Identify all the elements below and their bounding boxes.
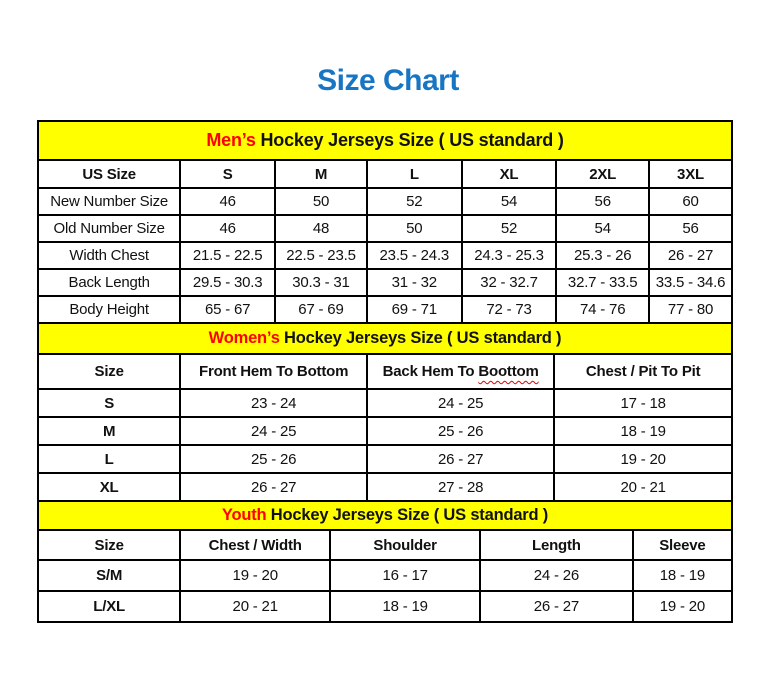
value-cell: 52 bbox=[367, 188, 462, 215]
value-cell: 32.7 - 33.5 bbox=[556, 269, 649, 296]
column-header-cell: XL bbox=[462, 160, 557, 188]
column-header-cell: 3XL bbox=[649, 160, 732, 188]
section-youth bbox=[37, 500, 733, 623]
row-label-cell: L/XL bbox=[38, 591, 180, 622]
row-label-cell: L bbox=[38, 445, 180, 473]
row-label-cell: Body Height bbox=[38, 296, 180, 323]
column-header-cell: L bbox=[367, 160, 462, 188]
value-cell: 26 - 27 bbox=[480, 591, 633, 622]
section-womens bbox=[37, 322, 733, 502]
value-cell: 67 - 69 bbox=[275, 296, 367, 323]
misspelled-word: Boottom bbox=[478, 363, 539, 380]
value-cell: 25 - 26 bbox=[180, 445, 367, 473]
value-cell: 22.5 - 23.5 bbox=[275, 242, 367, 269]
value-cell: 24.3 - 25.3 bbox=[462, 242, 557, 269]
value-cell: 50 bbox=[275, 188, 367, 215]
table-row bbox=[38, 389, 732, 417]
value-cell: 23.5 - 24.3 bbox=[367, 242, 462, 269]
column-header-cell: Chest / Pit To Pit bbox=[554, 354, 732, 389]
value-cell: 72 - 73 bbox=[462, 296, 557, 323]
youth-size-table bbox=[37, 529, 733, 623]
value-cell: 24 - 26 bbox=[480, 560, 633, 591]
table-row bbox=[38, 417, 732, 445]
value-cell: 69 - 71 bbox=[367, 296, 462, 323]
value-cell: 17 - 18 bbox=[554, 389, 732, 417]
value-cell: 54 bbox=[556, 215, 649, 242]
value-cell: 26 - 27 bbox=[649, 242, 732, 269]
mens-size-table bbox=[37, 159, 733, 324]
value-cell: 19 - 20 bbox=[554, 445, 732, 473]
value-cell: 31 - 32 bbox=[367, 269, 462, 296]
mens-band-highlight: Men’s bbox=[206, 130, 256, 150]
row-label-cell: Back Length bbox=[38, 269, 180, 296]
size-chart bbox=[37, 120, 733, 623]
youth-band-text: Hockey Jerseys Size ( US standard ) bbox=[266, 506, 549, 524]
womens-band-text: Hockey Jerseys Size ( US standard ) bbox=[279, 329, 562, 347]
value-cell: 56 bbox=[556, 188, 649, 215]
column-header-cell: S bbox=[180, 160, 275, 188]
value-cell: 20 - 21 bbox=[554, 473, 732, 501]
column-header-cell: Chest / Width bbox=[180, 530, 330, 560]
row-label-cell: Width Chest bbox=[38, 242, 180, 269]
column-header-cell: Size bbox=[38, 354, 180, 389]
value-cell: 25.3 - 26 bbox=[556, 242, 649, 269]
womens-section-band bbox=[37, 322, 733, 355]
table-row bbox=[38, 296, 732, 323]
column-header-cell: US Size bbox=[38, 160, 180, 188]
value-cell: 26 - 27 bbox=[180, 473, 367, 501]
table-row bbox=[38, 269, 732, 296]
value-cell: 24 - 25 bbox=[180, 417, 367, 445]
value-cell: 48 bbox=[275, 215, 367, 242]
value-cell: 52 bbox=[462, 215, 557, 242]
column-header-cell: Front Hem To Bottom bbox=[180, 354, 367, 389]
table-row bbox=[38, 591, 732, 622]
row-label-cell: M bbox=[38, 417, 180, 445]
value-cell: 60 bbox=[649, 188, 732, 215]
value-cell: 25 - 26 bbox=[367, 417, 554, 445]
value-cell: 18 - 19 bbox=[633, 560, 732, 591]
value-cell: 20 - 21 bbox=[180, 591, 330, 622]
value-cell: 29.5 - 30.3 bbox=[180, 269, 275, 296]
mens-section-band bbox=[37, 120, 733, 161]
column-header-row bbox=[38, 354, 732, 389]
value-cell: 24 - 25 bbox=[367, 389, 554, 417]
column-header-cell: Shoulder bbox=[330, 530, 480, 560]
table-row bbox=[38, 560, 732, 591]
womens-size-table bbox=[37, 353, 733, 502]
value-cell: 77 - 80 bbox=[649, 296, 732, 323]
table-row bbox=[38, 242, 732, 269]
value-cell: 30.3 - 31 bbox=[275, 269, 367, 296]
table-row bbox=[38, 445, 732, 473]
value-cell: 18 - 19 bbox=[554, 417, 732, 445]
value-cell: 46 bbox=[180, 188, 275, 215]
row-label-cell: Old Number Size bbox=[38, 215, 180, 242]
page-title: Size Chart bbox=[317, 64, 459, 97]
value-cell: 23 - 24 bbox=[180, 389, 367, 417]
value-cell: 74 - 76 bbox=[556, 296, 649, 323]
table-row bbox=[38, 473, 732, 501]
value-cell: 46 bbox=[180, 215, 275, 242]
value-cell: 50 bbox=[367, 215, 462, 242]
youth-band-highlight: Youth bbox=[221, 506, 267, 524]
row-label-cell: S/M bbox=[38, 560, 180, 591]
value-cell: 16 - 17 bbox=[330, 560, 480, 591]
value-cell: 33.5 - 34.6 bbox=[649, 269, 732, 296]
row-label-cell: XL bbox=[38, 473, 180, 501]
value-cell: 65 - 67 bbox=[180, 296, 275, 323]
value-cell: 19 - 20 bbox=[633, 591, 732, 622]
value-cell: 27 - 28 bbox=[367, 473, 554, 501]
column-header-cell: M bbox=[275, 160, 367, 188]
value-cell: 26 - 27 bbox=[367, 445, 554, 473]
table-row bbox=[38, 188, 732, 215]
column-header-row bbox=[38, 530, 732, 560]
youth-section-band bbox=[37, 500, 733, 531]
table-row bbox=[38, 215, 732, 242]
section-mens bbox=[37, 120, 733, 324]
column-header-cell: Length bbox=[480, 530, 633, 560]
value-cell: 32 - 32.7 bbox=[462, 269, 557, 296]
column-header-cell: 2XL bbox=[556, 160, 649, 188]
row-label-cell: S bbox=[38, 389, 180, 417]
value-cell: 56 bbox=[649, 215, 732, 242]
column-header-cell: Sleeve bbox=[633, 530, 732, 560]
column-header-cell: Back Hem To Boottom bbox=[367, 354, 554, 389]
value-cell: 18 - 19 bbox=[330, 591, 480, 622]
mens-band-text: Hockey Jerseys Size ( US standard ) bbox=[255, 130, 564, 150]
column-header-row bbox=[38, 160, 732, 188]
row-label-cell: New Number Size bbox=[38, 188, 180, 215]
column-header-cell: Size bbox=[38, 530, 180, 560]
value-cell: 19 - 20 bbox=[180, 560, 330, 591]
value-cell: 21.5 - 22.5 bbox=[180, 242, 275, 269]
womens-band-highlight: Women’s bbox=[208, 329, 280, 347]
value-cell: 54 bbox=[462, 188, 557, 215]
